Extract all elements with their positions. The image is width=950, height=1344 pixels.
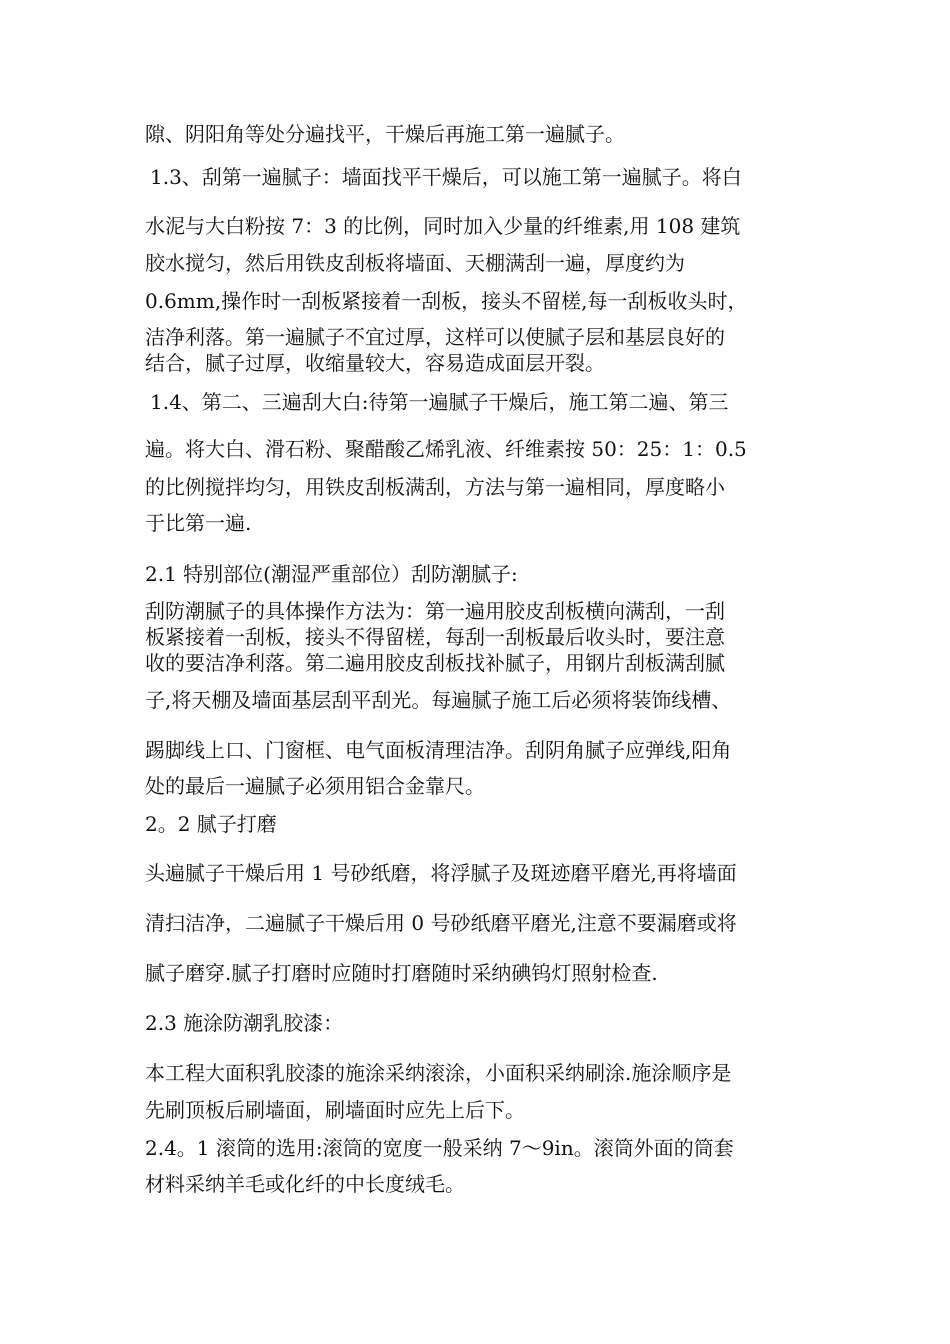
text-line: 于比第一遍. bbox=[145, 511, 252, 535]
section-heading: 2.3 施涂防潮乳胶漆： bbox=[145, 1011, 344, 1035]
text-line: 的比例搅拌均匀，用铁皮刮板满刮，方法与第一遍相同，厚度略小 bbox=[145, 475, 725, 499]
text-line: 0.6mm,操作时一刮板紧接着一刮板，接头不留槎,每一刮板收头时， bbox=[145, 289, 748, 313]
text-line: 踢脚线上口、门窗框、电气面板清理洁净。刮阴角腻子应弹线,阳角 bbox=[145, 738, 732, 762]
text-line: 板紧接着一刮板，接头不得留槎，每刮一刮板最后收头时，要注意 bbox=[145, 625, 725, 649]
text-line: 水泥与大白粉按 7：3 的比例，同时加入少量的纤维素,用 108 建筑 bbox=[145, 214, 741, 238]
text-line: 收的要洁净利落。第二遍用胶皮刮板找补腻子，用钢片刮板满刮腻 bbox=[145, 651, 725, 675]
text-line: 腻子磨穿.腻子打磨时应随时打磨随时采纳碘钨灯照射检查. bbox=[145, 961, 658, 985]
text-line: 本工程大面积乳胶漆的施涂采纳滚涂，小面积采纳刷涂.施涂顺序是 bbox=[145, 1061, 732, 1085]
section-heading: 2。2 腻子打磨 bbox=[145, 812, 277, 836]
text-line: 清扫洁净，二遍腻子干燥后用 0 号砂纸磨平磨光,注意不要漏磨或将 bbox=[145, 911, 737, 935]
text-line: 洁净利落。第一遍腻子不宜过厚，这样可以使腻子层和基层良好的 bbox=[145, 325, 725, 349]
text-line: 2.4。1 滚筒的选用:滚筒的宽度一般采纳 7～9in。滚筒外面的筒套 bbox=[145, 1136, 734, 1160]
text-line: 胶水搅匀，然后用铁皮刮板将墙面、天棚满刮一遍，厚度约为 bbox=[145, 251, 685, 275]
text-line: 隙、阴阳角等处分遍找平，干燥后再施工第一遍腻子。 bbox=[145, 122, 625, 146]
text-line: 遍。将大白、滑石粉、聚醋酸乙烯乳液、纤维素按 50：25：1：0.5 bbox=[145, 437, 747, 461]
text-line: 1.4、第二、三遍刮大白:待第一遍腻子干燥后，施工第二遍、第三 bbox=[150, 390, 729, 414]
section-heading: 2.1 特别部位(潮湿严重部位）刮防潮腻子: bbox=[145, 562, 518, 586]
text-line: 1.3、刮第一遍腻子：墙面找平干燥后，可以施工第一遍腻子。将白 bbox=[150, 165, 742, 189]
text-line: 头遍腻子干燥后用 1 号砂纸磨，将浮腻子及斑迹磨平磨光,再将墙面 bbox=[145, 861, 737, 885]
text-line: 结合，腻子过厚，收缩量较大，容易造成面层开裂。 bbox=[145, 351, 605, 375]
text-line: 材料采纳羊毛或化纤的中长度绒毛。 bbox=[145, 1172, 465, 1196]
text-line: 刮防潮腻子的具体操作方法为：第一遍用胶皮刮板横向满刮，一刮 bbox=[145, 599, 725, 623]
text-line: 处的最后一遍腻子必须用铝合金靠尺。 bbox=[145, 774, 485, 798]
text-line: 先刷顶板后刷墙面，刷墙面时应先上后下。 bbox=[145, 1098, 525, 1122]
text-line: 子,将天棚及墙面基层刮平刮光。每遍腻子施工后必须将装饰线槽、 bbox=[145, 688, 732, 712]
